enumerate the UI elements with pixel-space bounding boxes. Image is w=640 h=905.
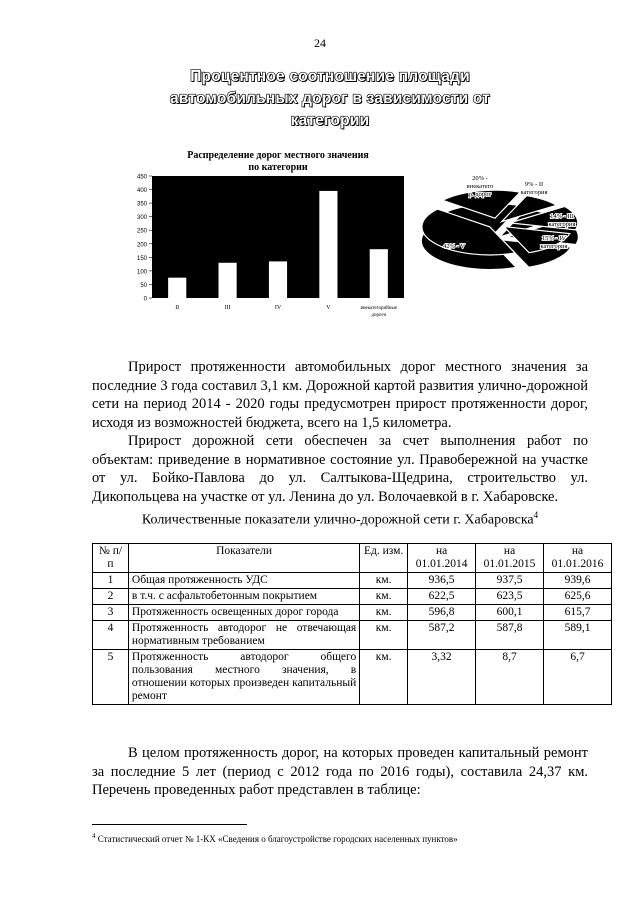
page-title-line-3: категории	[290, 112, 370, 129]
table-cell: км.	[360, 621, 408, 650]
pie-slice-label: 14% - III	[550, 213, 574, 220]
table-cell: Общая протяженность УДС	[128, 573, 359, 589]
table-row	[93, 650, 612, 705]
table-cell: 3,32	[408, 650, 476, 705]
table-row	[93, 621, 612, 650]
table-caption-footnote-ref: 4	[533, 510, 539, 520]
x-tick-label: V	[326, 305, 331, 311]
pie-slice-label: 15% - IV	[541, 235, 567, 242]
stats-table	[92, 543, 612, 705]
page-title-line-2: автомобильных дорог в зависимости от	[170, 90, 490, 107]
table-cell: 623,5	[476, 589, 544, 605]
bar-5	[370, 249, 388, 298]
y-tick-label: 200	[136, 242, 147, 249]
table-cell: Протяженность освещенных дорог города	[128, 605, 359, 621]
y-tick-label: 250	[136, 228, 147, 235]
y-tick-label: 350	[136, 201, 147, 208]
table-cell: 589,1	[544, 621, 612, 650]
table-cell: 596,8	[408, 605, 476, 621]
pie-slice-label: категория	[540, 243, 568, 250]
y-tick-label: 450	[136, 174, 147, 181]
header-indicator: Показатели	[128, 544, 359, 573]
y-tick-label: 0	[143, 296, 147, 303]
header-number: № п/п	[93, 544, 129, 573]
table-cell: 6,7	[544, 650, 612, 705]
bar-3	[269, 261, 287, 298]
paragraph-3-text: В целом протяженность дорог, на которых проведен капитальный ремонт за последние 5 лет (период с 2012 года по 2016 годы), составила 24,37 км. Перечень проведенных работ представлен в таблице:	[92, 745, 588, 798]
table-cell: Протяженность автодорог общего пользования местного значения, в отношении которых произведен капитальный ремонт	[128, 650, 359, 705]
table-cell: 625,6	[544, 589, 612, 605]
pie-slice-label: внекатего	[466, 183, 494, 190]
header-2016: на 01.01.2016	[544, 544, 612, 573]
table-cell: 587,8	[476, 621, 544, 650]
table-row	[93, 605, 612, 621]
table-cell: км.	[360, 650, 408, 705]
table-cell: 3	[93, 605, 129, 621]
page-title-line-1: Процентное соотношение площади	[190, 68, 470, 85]
table-row	[93, 589, 612, 605]
x-tick-label: II	[175, 305, 180, 311]
bar-chart-title-line: по категории	[248, 162, 308, 173]
x-tick-label: внекатегорийные	[360, 306, 398, 311]
table-caption-text: Количественные показатели улично-дорожной сети г. Хабаровска	[141, 512, 534, 528]
table-cell: 5	[93, 650, 129, 705]
table-cell: 587,2	[408, 621, 476, 650]
paragraph-1	[92, 358, 588, 432]
table-cell: 936,5	[408, 573, 476, 589]
pie-slice-label: категория	[548, 221, 576, 228]
y-tick-label: 150	[136, 255, 147, 262]
y-tick-label: 50	[140, 282, 147, 289]
table-cell: 615,7	[544, 605, 612, 621]
table-row	[93, 573, 612, 589]
table-cell: 8,7	[476, 650, 544, 705]
table-cell: 937,5	[476, 573, 544, 589]
x-tick-label: дороги	[371, 313, 387, 318]
footnote	[92, 832, 458, 844]
header-2014: на 01.01.2014	[408, 544, 476, 573]
table-cell: 622,5	[408, 589, 476, 605]
table-cell: 2	[93, 589, 129, 605]
paragraph-2-text: Прирост дорожной сети обеспечен за счет выполнения работ по объектам: приведение в нормативное состояние ул. Правобережной на участке от ул. Бойко-Павлова до ул. Салтыкова-Щедрина, строительство ул. Дикопольцева на участке от ул. Ленина до ул. Волочаевкой в г. Хабаровске.	[92, 433, 588, 505]
pie-slice-label: 42% - V	[443, 243, 465, 250]
paragraph-1-text: Прирост протяженности автомобильных дорог местного значения за последние 3 года составил 3,1 км. Дорожной картой развития улично-дорожной сети на период 2014 - 2020 годы предусмотрен прирост протяженности дорог, исходя из возможностей бюджета, всего на 1,5 километра.	[92, 359, 588, 431]
header-unit: Ед. изм.	[360, 544, 408, 573]
table-cell: 4	[93, 621, 129, 650]
table-cell: 1	[93, 573, 129, 589]
pie-chart	[418, 166, 588, 286]
bar-chart-title-line: Распределение дорог местного значения	[187, 150, 369, 161]
x-tick-label: III	[224, 305, 231, 311]
footnote-ref: 4	[92, 832, 96, 840]
bar-2	[219, 263, 237, 298]
table-cell: 939,6	[544, 573, 612, 589]
pie-slice-label: р. дорог	[468, 191, 492, 198]
pie-slice-label: 20% -	[472, 175, 488, 182]
footnote-text: Статистический отчет № 1-КХ «Сведения о благоустройстве городских населенных пунктов»	[97, 834, 458, 844]
page-number: 24	[314, 36, 326, 50]
table-cell: км.	[360, 573, 408, 589]
paragraph-2	[92, 432, 588, 506]
page-title	[150, 66, 510, 132]
bar-4	[319, 191, 337, 298]
table-header-row	[93, 544, 612, 573]
header-2015: на 01.01.2015	[476, 544, 544, 573]
bar-chart	[118, 146, 418, 321]
table-cell: км.	[360, 589, 408, 605]
paragraph-3	[92, 744, 588, 800]
x-tick-label: IV	[274, 305, 282, 311]
y-tick-label: 300	[136, 215, 147, 222]
bar-1	[168, 278, 186, 298]
pie-slice-label: 9% - II	[524, 181, 544, 188]
table-cell: км.	[360, 605, 408, 621]
table-cell: 600,1	[476, 605, 544, 621]
y-tick-label: 400	[136, 188, 147, 195]
pie-slice-label: категория	[520, 189, 548, 196]
footnote-divider	[92, 824, 247, 825]
table-caption	[92, 510, 588, 529]
table-cell: в т.ч. с асфальтобетонным покрытием	[128, 589, 359, 605]
y-tick-label: 100	[136, 269, 147, 276]
table-cell: Протяженность автодорог не отвечающая нормативным требованием	[128, 621, 359, 650]
